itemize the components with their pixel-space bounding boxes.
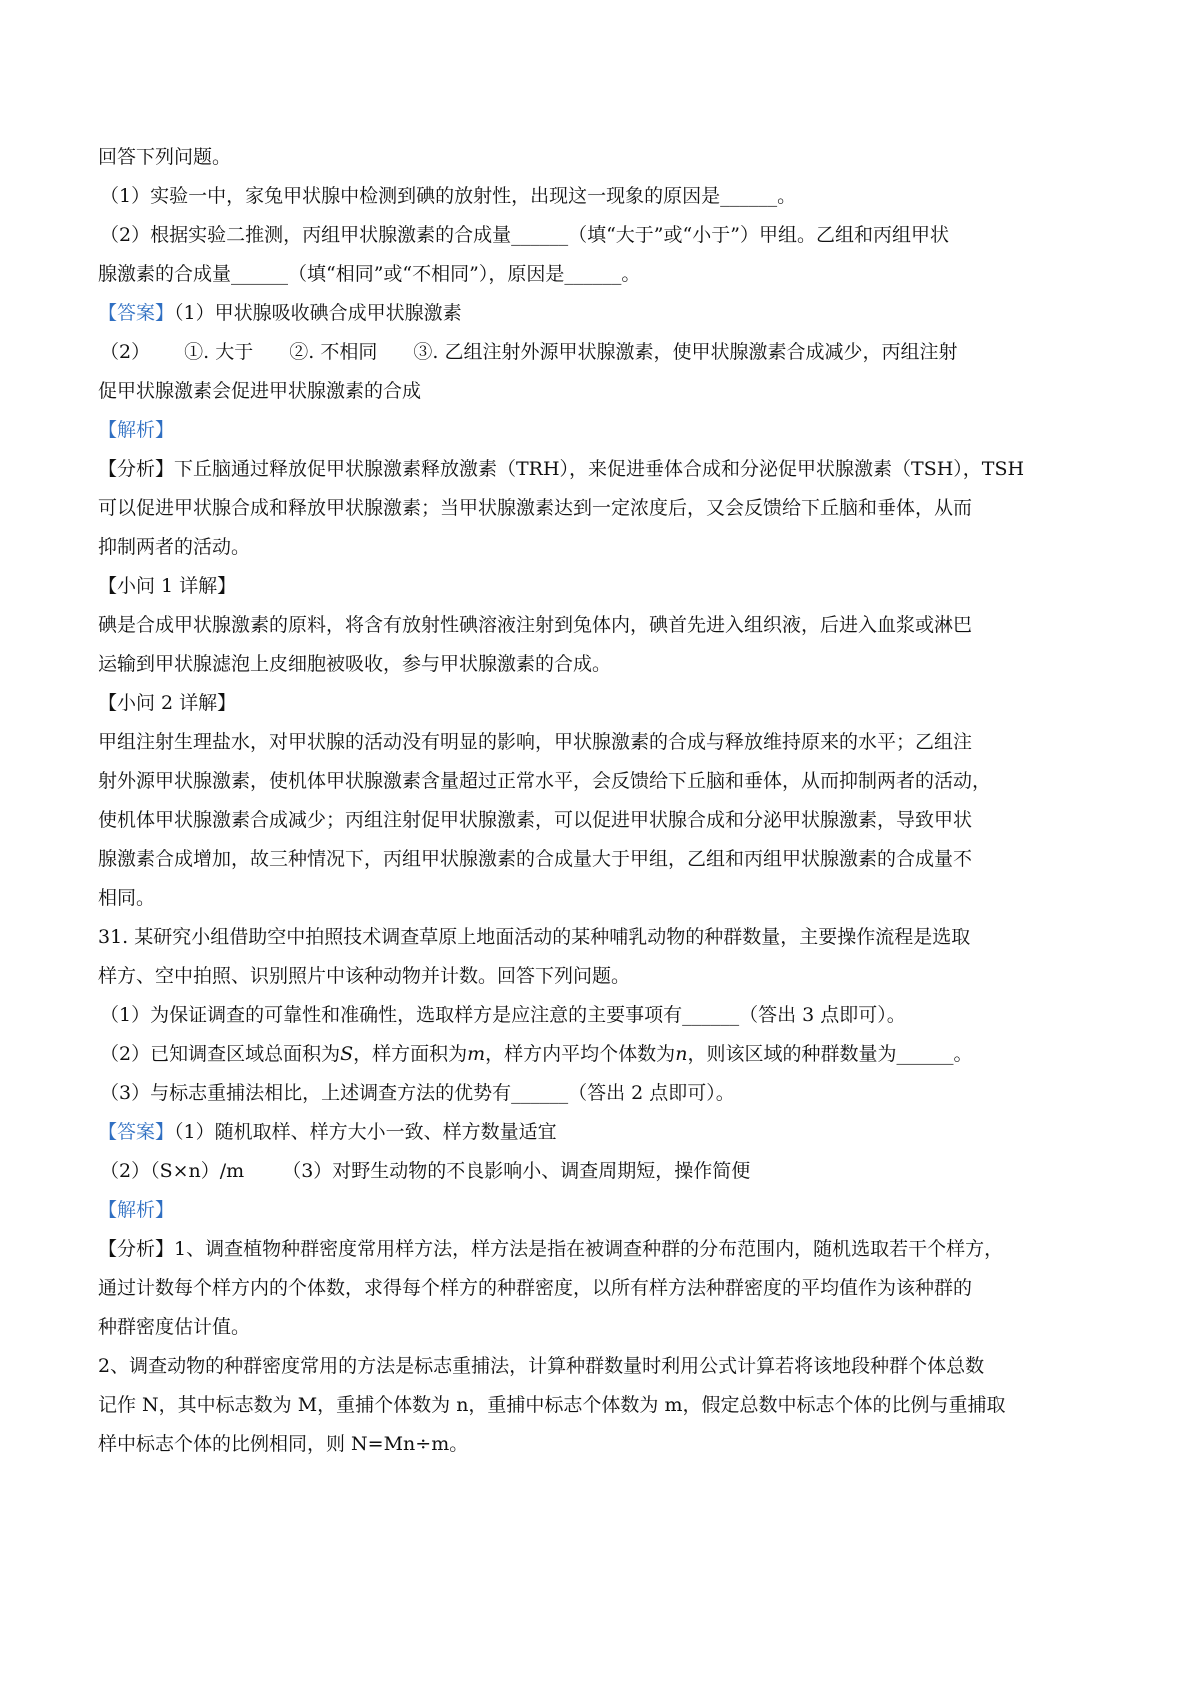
answer-30-blank-2: ②. 不相同 bbox=[289, 341, 378, 363]
q30-part2-line2: 腺激素的合成量______（填“相同”或“不相同”），原因是______。 bbox=[98, 263, 641, 285]
variable-m: m bbox=[467, 1043, 486, 1065]
answer-31-parts23 bbox=[100, 1159, 1110, 1185]
q31-part3: （3）与标志重捕法相比，上述调查方法的优势有______（答出 2 点即可）。 bbox=[100, 1082, 735, 1104]
variable-S: S bbox=[340, 1043, 354, 1065]
jiexi-tag-30: 【解析】 bbox=[98, 419, 175, 441]
q31-part1: （1）为保证调查的可靠性和准确性，选取样方是应注意的主要事项有______（答出 3 点即可）。 bbox=[100, 1004, 906, 1026]
subquestion-1-line1: 碘是合成甲状腺激素的原料，将含有放射性碘溶液注射到兔体内，碘首先进入组织液，后进入血浆或淋巴 bbox=[98, 614, 973, 636]
analysis-31-line5: 记作 N，其中标志数为 M，重捕个体数为 n，重捕中标志个体数为 m，假定总数中标志个体的比例与重捕取 bbox=[98, 1394, 1006, 1416]
q31-part2-text-d: ，则该区域的种群数量为______。 bbox=[687, 1043, 973, 1065]
analysis-31-line2: 通过计数每个样方内的个体数，求得每个样方的种群密度，以所有样方法种群密度的平均值作为该种群的 bbox=[98, 1277, 973, 1299]
analysis-31-line1: 【分析】1、调查植物种群密度常用样方法，样方法是指在被调查种群的分布范围内，随机选取若干个样方， bbox=[98, 1238, 1004, 1260]
q30-part1: （1）实验一中，家兔甲状腺中检测到碘的放射性，出现这一现象的原因是______。 bbox=[100, 185, 797, 207]
answer-30-part2-number: （2） bbox=[100, 341, 151, 363]
variable-n: n bbox=[675, 1043, 688, 1065]
q31-part2-text-a: （2）已知调查区域总面积为 bbox=[100, 1043, 341, 1065]
answer-tag: 【答案】 bbox=[98, 302, 175, 324]
subquestion-2-line4: 腺激素合成增加，故三种情况下，丙组甲状腺激素的合成量大于甲组，乙组和丙组甲状腺激素的合成量不 bbox=[98, 848, 973, 870]
analysis-30-line1: 【分析】下丘脑通过释放促甲状腺激素释放激素（TRH），来促进垂体合成和分泌促甲状腺激素（TSH），TSH bbox=[98, 458, 1025, 480]
analysis-31-line4: 2、调查动物的种群密度常用的方法是标志重捕法，计算种群数量时利用公式计算若将该地段种群个体总数 bbox=[98, 1355, 985, 1377]
q31-stem-line2: 样方、空中拍照、识别照片中该种动物并计数。回答下列问题。 bbox=[98, 965, 631, 987]
answer-30-part2 bbox=[100, 340, 1110, 366]
subquestion-2-line1: 甲组注射生理盐水，对甲状腺的活动没有明显的影响，甲状腺激素的合成与释放维持原来的水平；乙组注 bbox=[98, 731, 973, 753]
answer-30 bbox=[98, 301, 1108, 327]
q31-stem-line1: 31. 某研究小组借助空中拍照技术调查草原上地面活动的某种哺乳动物的种群数量，主要操作流程是选取 bbox=[98, 926, 971, 948]
answer-31-part1: （1）随机取样、样方大小一致、样方数量适宜 bbox=[174, 1121, 557, 1143]
answer-31 bbox=[98, 1120, 1108, 1146]
subquestion-1-title: 【小问 1 详解】 bbox=[98, 575, 237, 597]
analysis-30-line2: 可以促进甲状腺合成和释放甲状腺激素；当甲状腺激素达到一定浓度后，又会反馈给下丘脑和垂体，从而 bbox=[98, 497, 973, 519]
subquestion-2-line5: 相同。 bbox=[98, 887, 156, 909]
subquestion-2-line3: 使机体甲状腺激素合成减少；丙组注射促甲状腺激素，可以促进甲状腺合成和分泌甲状腺激素，导致甲状 bbox=[98, 809, 973, 831]
answer-30-part2-continued: 促甲状腺激素会促进甲状腺激素的合成 bbox=[98, 380, 422, 402]
analysis-31-line6: 样中标志个体的比例相同，则 N=Mn÷m。 bbox=[98, 1433, 469, 1455]
answer-30-blank-3: ③. 乙组注射外源甲状腺激素，使甲状腺激素合成减少，丙组注射 bbox=[413, 341, 958, 363]
answer-31-part3: （3）对野生动物的不良影响小、调查周期短，操作简便 bbox=[282, 1160, 751, 1182]
q30-part2-line1: （2）根据实验二推测，丙组甲状腺激素的合成量______（填“大于”或“小于”）甲组。乙组和丙组甲状 bbox=[100, 224, 949, 246]
answer-31-part2: （2）（S×n）/m bbox=[100, 1160, 245, 1182]
subquestion-2-title: 【小问 2 详解】 bbox=[98, 692, 237, 714]
analysis-30-line3: 抑制两者的活动。 bbox=[98, 536, 251, 558]
subquestion-1-line2: 运输到甲状腺滤泡上皮细胞被吸收，参与甲状腺激素的合成。 bbox=[98, 653, 612, 675]
q31-part2-text-b: ，样方面积为 bbox=[353, 1043, 468, 1065]
analysis-31-line3: 种群密度估计值。 bbox=[98, 1316, 251, 1338]
answer-30-part1: （1）甲状腺吸收碘合成甲状腺激素 bbox=[174, 302, 462, 324]
answer-tag: 【答案】 bbox=[98, 1121, 175, 1143]
jiexi-tag-31: 【解析】 bbox=[98, 1199, 175, 1221]
intro-text: 回答下列问题。 bbox=[98, 146, 232, 168]
subquestion-2-line2: 射外源甲状腺激素，使机体甲状腺激素含量超过正常水平，会反馈给下丘脑和垂体，从而抑制两者的活动， bbox=[98, 770, 992, 792]
q31-part2 bbox=[100, 1042, 1110, 1068]
answer-30-blank-1: ①. 大于 bbox=[184, 341, 254, 363]
q31-part2-text-c: ，样方内平均个体数为 bbox=[485, 1043, 676, 1065]
